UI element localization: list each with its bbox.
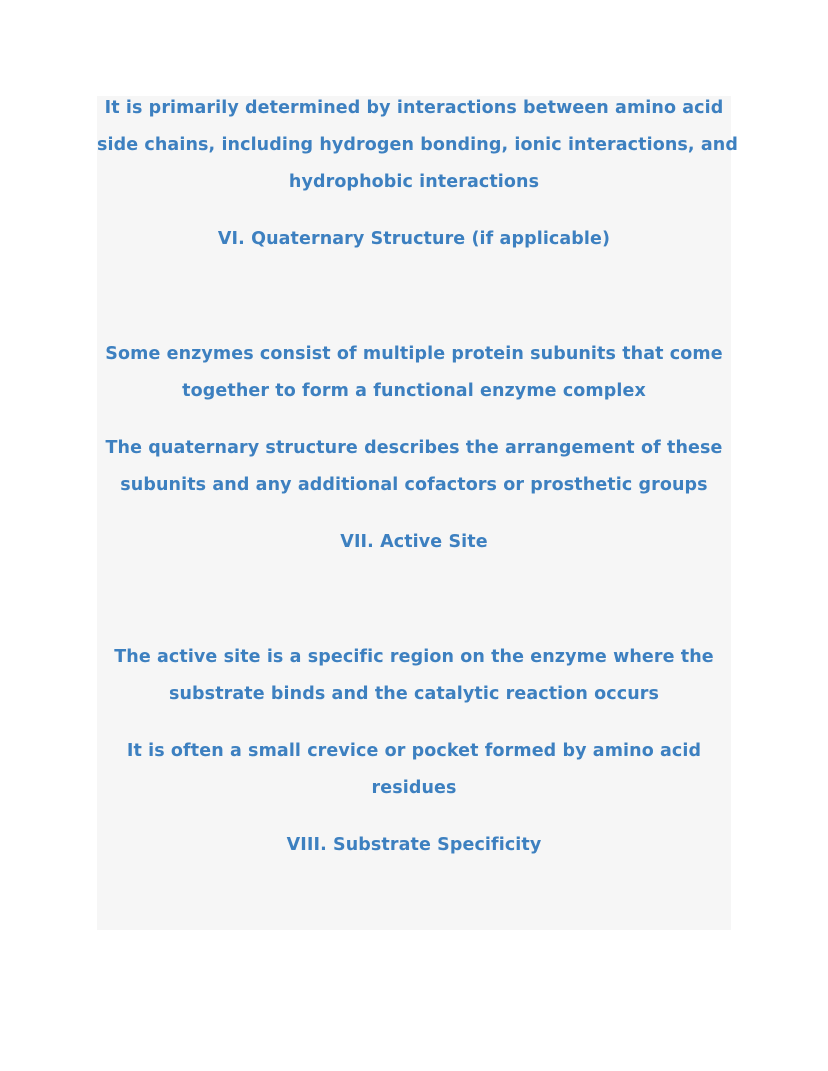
heading-active-site: VII. Active Site — [340, 532, 488, 552]
heading-quaternary-structure: VI. Quaternary Structure (if applicable) — [217, 229, 611, 249]
paragraph-tertiary-interactions-line-1: It is primarily determined by interactions between amino acid — [104, 98, 724, 118]
paragraph-active-site-definition-line-1: The active site is a specific region on the enzyme where the — [114, 647, 714, 667]
paragraph-tertiary-interactions-line-3: hydrophobic interactions — [288, 172, 540, 192]
paragraph-active-site-crevice-line-1: It is often a small crevice or pocket formed by amino acid — [126, 741, 702, 761]
paragraph-active-site-definition-line-2: substrate binds and the catalytic reaction occurs — [168, 684, 660, 704]
document-panel — [97, 96, 738, 930]
paragraph-active-site-crevice-line-2: residues — [371, 778, 457, 798]
paragraph-quaternary-arrangement-line-1: The quaternary structure describes the arrangement of these — [105, 438, 723, 458]
heading-substrate-specificity: VIII. Substrate Specificity — [286, 835, 542, 855]
paragraph-quaternary-arrangement-line-2: subunits and any additional cofactors or prosthetic groups — [120, 475, 708, 495]
paragraph-multiple-subunits-line-1: Some enzymes consist of multiple protein subunits that come — [105, 344, 723, 364]
paragraph-multiple-subunits-line-2: together to form a functional enzyme complex — [182, 381, 646, 401]
paragraph-tertiary-interactions-line-2: side chains, including hydrogen bonding, ionic interactions, and — [97, 135, 738, 155]
